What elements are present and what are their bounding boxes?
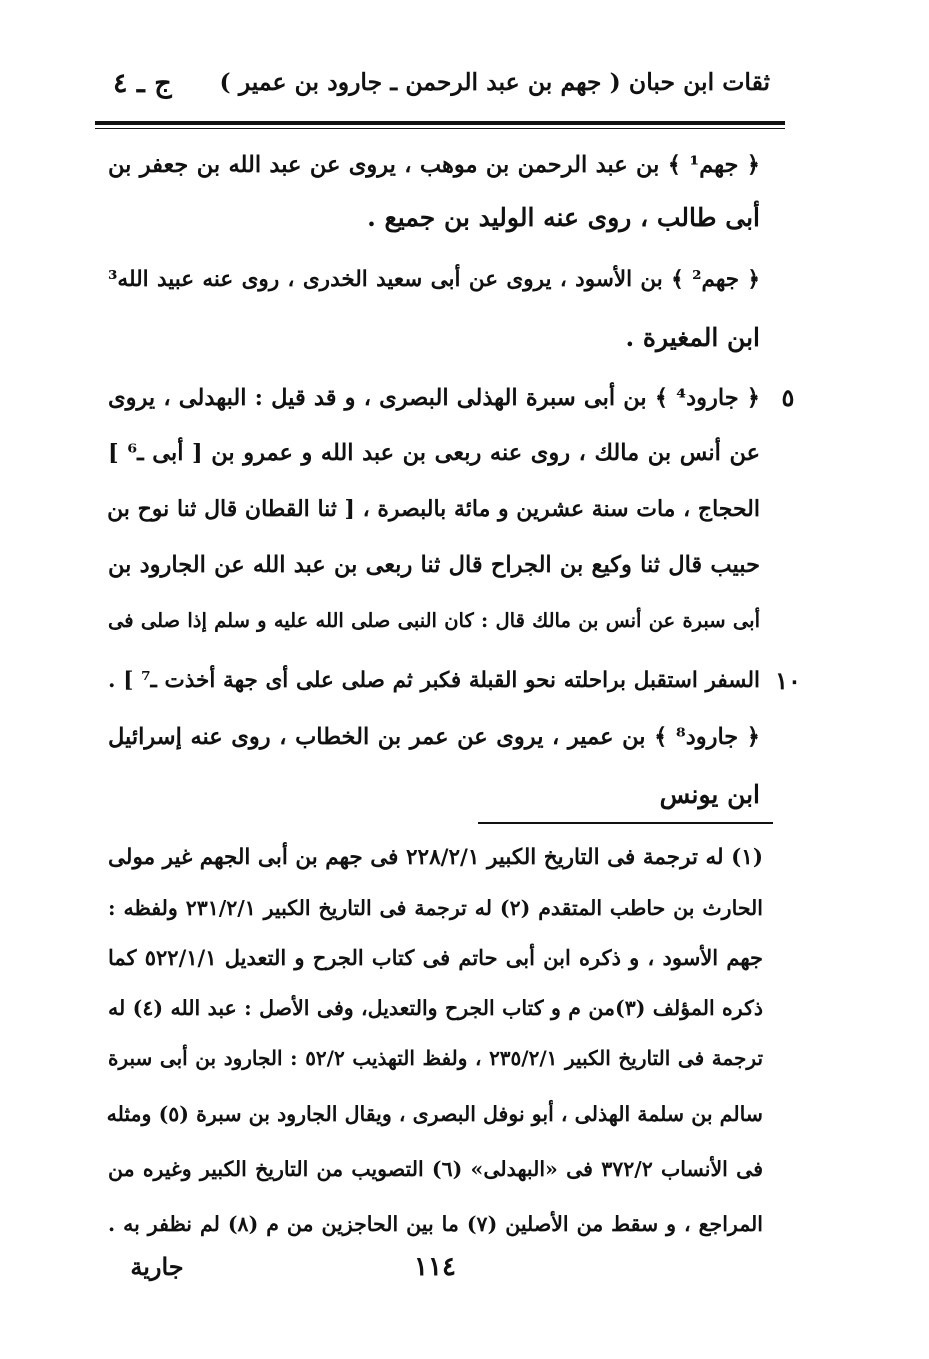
body-line: ابن المغيرة . xyxy=(625,323,760,352)
footnote-rule xyxy=(478,822,773,824)
body-line: حبيب قال ثنا وكيع بن الجراح قال ثنا ربعى بن عبد الله عن الجارود بن xyxy=(108,552,760,578)
header-rule-thick xyxy=(95,121,785,125)
footnote-line: جهم الأسود ، و ذكره ابن أبى حاتم فى كتاب الجرح و التعديل ٥٢٢/١/١ كما xyxy=(108,945,763,970)
body-line: الحجاج ، مات سنة عشرين و مائة بالبصرة ، [ ثنا القطان قال ثنا نوح بن xyxy=(107,496,760,522)
body-line: ﴿ جهم² ﴾ بن الأسود ، يروى عن أبى سعيد الخدرى ، روى عنه عبيد الله³ xyxy=(108,267,760,292)
footnote-line: (١) له ترجمة فى التاريخ الكبير ٢٢٨/٢/١ فى جهم بن أبى الجهم غير مولى xyxy=(108,845,764,870)
running-header xyxy=(105,68,770,118)
header-rule-thin xyxy=(95,128,785,129)
header-title: ثقات ابن حبان ( جهم بن عبد الرحمن ـ جارود بن عمير ) xyxy=(219,68,770,96)
header-volume: ج ـ ٤ xyxy=(113,68,172,99)
signature-mark: جارية xyxy=(130,1252,184,1281)
body-line: ابن يونس xyxy=(659,780,760,809)
page-number: ١١٤ xyxy=(414,1252,456,1282)
body-line: عن أنس بن مالك ، روى عنه ربعى بن عبد الله و عمرو بن [ أبى ـ⁶ ] xyxy=(108,440,761,466)
footnote-line: فى الأنساب ٣٧٢/٢ فى «البهدلى» (٦) التصويب من التاريخ الكبير وغيره من xyxy=(108,1157,763,1181)
footnote-line: ذكره المؤلف (٣)من م و كتاب الجرح والتعديل، وفى الأصل : عبد الله (٤) له xyxy=(108,996,764,1020)
body-line: أبى سبرة عن أنس بن مالك قال : كان النبى صلى الله عليه و سلم إذا صلى فى xyxy=(108,609,760,632)
body-line: أبى طالب ، روى عنه الوليد بن جميع . xyxy=(367,203,760,232)
line-number-5: ٥ xyxy=(781,383,795,412)
footnote-line: المراجع ، و سقط من الأصلين (٧) ما بين الحاجزين من م (٨) لم نظفر به . xyxy=(108,1212,763,1236)
body-line: ﴿ جارود⁸ ﴾ بن عمير ، يروى عن عمر بن الخطاب ، روى عنه إسرائيل xyxy=(108,724,760,750)
body-line: ﴿ جهم¹ ﴾ بن عبد الرحمن بن موهب ، يروى عن عبد الله بن جعفر بن xyxy=(108,152,760,178)
line-number-10: ١٠ xyxy=(775,666,801,695)
body-line: السفر استقبل براحلته نحو القبلة فكبر ثم صلى على أى جهة أخذت ـ⁷ ] . xyxy=(108,668,760,693)
footnote-line: سالم بن سلمة الهذلى ، أبو نوفل البصرى ، ويقال الجارود بن سبرة (٥) ومثله xyxy=(106,1102,763,1126)
footnote-line: ترجمة فى التاريخ الكبير ٢٣٥/٢/١ ، ولفظ التهذيب ٥٢/٢ : الجارود بن أبى سبرة xyxy=(108,1046,764,1070)
body-line: ﴿ جارود⁴ ﴾ بن أبى سبرة الهذلى البصرى ، و قد قيل : البهدلى ، يروى xyxy=(108,385,760,411)
footnote-line: الحارث بن حاطب المتقدم (٢) له ترجمة فى التاريخ الكبير ٢٣١/٢/١ ولفظه : xyxy=(108,896,763,920)
